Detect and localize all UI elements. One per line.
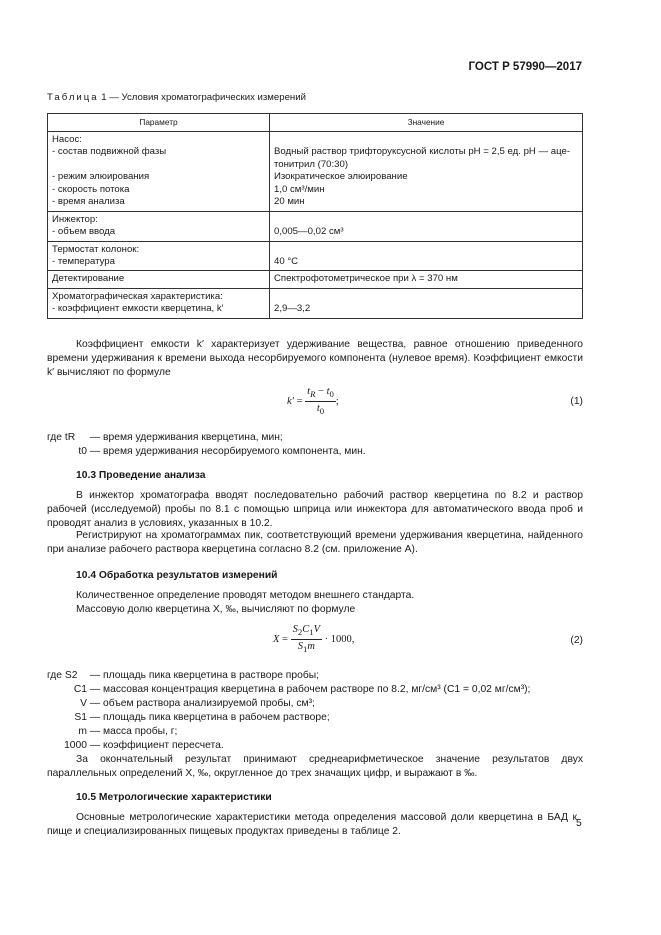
formula-1: k′ = $\frac{t_R - t_0}{t_0}$ ; <box>287 386 339 417</box>
paragraph-line: емкости k′ вычисляют по формуле <box>47 353 583 378</box>
where-text: — время удерживания кверцетина, мин; <box>89 432 283 443</box>
where-text: — коэффициент пересчета. <box>89 740 224 751</box>
where-item <box>47 711 330 725</box>
section-heading-10-3: 10.3 Проведение анализа <box>76 470 206 481</box>
cell-line: Водный раствор трифторуксусной кислоты рН = 2,5 ед. рН — аце- <box>274 146 571 158</box>
cell-line: 0,005—0,02 см³ <box>274 226 344 238</box>
cell-line <box>274 291 578 303</box>
where-symbol: 1000 <box>64 740 87 751</box>
table-cell-value <box>270 241 583 271</box>
cell-line: - режим элюирования <box>52 171 150 183</box>
table-cell-parameter <box>48 211 270 241</box>
where-item <box>47 739 224 753</box>
cell-line: - состав подвижной фазы <box>52 146 167 158</box>
cell-line: 20 мин <box>274 196 305 208</box>
formula-2-number: (2) <box>570 635 583 646</box>
paragraph-mass-fraction: Массовую долю кверцетина X, ‰, вычисляют по формуле <box>76 604 356 615</box>
cell-line <box>274 244 578 256</box>
where-text: — массовая концентрация кверцетина в рабочем растворе по 8.2, мг/см³ (C1 = 0,02 мг/см³); <box>89 684 531 695</box>
standard-designation: ГОСТ Р 57990—2017 <box>468 61 582 73</box>
formula-1-number: (1) <box>570 396 583 407</box>
paragraph-metrology: Основные метрологические характеристики метода определения массовой доли кверцетина в БАД к пище и специализированных пищевых продуктах приведены в таблице 2. <box>47 812 577 837</box>
cell-line: 2,9—3,2 <box>274 303 311 315</box>
where-text: — объем раствора анализируемой пробы, см³; <box>89 698 315 709</box>
where-text: — время удерживания несорбируемого компонента, мин. <box>89 446 366 457</box>
cell-line: - время анализа <box>52 196 125 208</box>
cell-line: - коэффициент емкости кверцетина, k′ <box>52 303 224 315</box>
table-cell-value <box>270 288 583 318</box>
cell-line: Хроматографическая характеристика: <box>52 290 223 302</box>
cell-line: Инжектор: <box>52 213 98 225</box>
table-row <box>48 271 583 288</box>
where-text: — площадь пика кверцетина в рабочем растворе; <box>89 712 330 723</box>
cell-line: Спектрофотометрическое при λ = 370 нм <box>274 273 458 285</box>
where-symbol: где S2 <box>47 670 78 681</box>
cell-line: 1,0 см³/мин <box>274 183 325 195</box>
cell-line: тонитрил (70:30) <box>274 158 349 170</box>
paragraph-analysis: В инжектор хроматографа вводят последовательно рабочий раствор кверцетина по 8.2 и раствор рабочей (исследуемой) пробы по 8.1 с помощью шприца или инжектора для автоматического ввода проб и проводят анализ в условиях, указанных в 10.2. <box>47 490 583 529</box>
cell-line: Насос: <box>52 133 82 145</box>
table-caption-label: Таблица <box>47 92 99 103</box>
paragraph-external-standard: Количественное определение проводят методом внешнего стандарта. <box>76 590 415 601</box>
where-symbol: C1 <box>73 684 87 695</box>
cell-line: - скорость потока <box>52 183 130 195</box>
table-row <box>48 241 583 271</box>
where-text: — масса пробы, г; <box>89 726 178 737</box>
table-cell-parameter <box>48 271 270 288</box>
cell-line <box>274 134 578 146</box>
column-header-parameter: Параметр <box>48 114 270 132</box>
where-symbol: m <box>78 726 87 737</box>
cell-line: Детектирование <box>52 273 125 285</box>
table-caption <box>47 91 306 104</box>
section-heading-10-4: 10.4 Обработка результатов измерений <box>76 570 278 581</box>
paragraph-capacity-factor <box>47 338 583 380</box>
paragraph-registration: Регистрируют на хроматограммах пик, соответствующий времени удерживания кверцетина, найденного при анализе рабочего раствора кверцетина согласно 8.2 (см. приложение А). <box>47 530 583 555</box>
where-item <box>47 431 283 445</box>
paragraph-line: Коэффициент емкости k′ характеризует удерживание вещества, равное отношению приведенного <box>76 339 583 350</box>
where-symbol: S1 <box>74 712 87 723</box>
table-row <box>48 131 583 211</box>
column-header-value: Значение <box>270 114 583 132</box>
table-cell-parameter <box>48 288 270 318</box>
table-caption-title: 1 — Условия хроматографических измерений <box>101 92 306 103</box>
where-item <box>47 669 319 683</box>
paragraph-final-result: За окончательный результат принимают среднеарифметическое значение результатов двух параллельных определений X, ‰, округленное до трех значащих цифр, и выражают в ‰. <box>47 754 583 779</box>
cell-line <box>274 214 578 226</box>
where-symbol: где tR <box>47 432 76 443</box>
cell-line: 40 °С <box>274 256 299 267</box>
table-cell-value <box>270 271 583 288</box>
table-header-row <box>48 114 583 132</box>
where-item <box>47 725 177 739</box>
where-symbol: t0 <box>78 446 87 457</box>
conditions-table <box>47 113 583 319</box>
table-cell-parameter <box>48 241 270 271</box>
where-item <box>47 697 315 711</box>
where-item <box>47 445 366 459</box>
table-row <box>48 288 583 318</box>
table-cell-value <box>270 211 583 241</box>
where-symbol: V <box>80 698 87 709</box>
cell-line: Изократическое элюирование <box>274 171 408 183</box>
cell-line <box>52 159 265 171</box>
paragraph-line: времени удерживания к времени выхода несорбируемого компонента (нулевое время). Коэффициент <box>47 353 542 364</box>
table-cell-parameter <box>48 131 270 211</box>
where-item <box>47 683 530 697</box>
cell-line: - температура <box>52 256 115 267</box>
table-cell-value <box>270 131 583 211</box>
cell-line: - объем ввода <box>52 226 116 238</box>
where-text: — площадь пика кверцетина в растворе пробы; <box>89 670 319 681</box>
formula-2: X = $\frac{S_2C_1V}{S_1m}$ · 1000, <box>273 624 355 655</box>
cell-line: Термостат колонок: <box>52 243 140 255</box>
section-heading-10-5: 10.5 Метрологические характеристики <box>76 792 272 803</box>
page-number: 5 <box>576 818 582 829</box>
table-row <box>48 211 583 241</box>
